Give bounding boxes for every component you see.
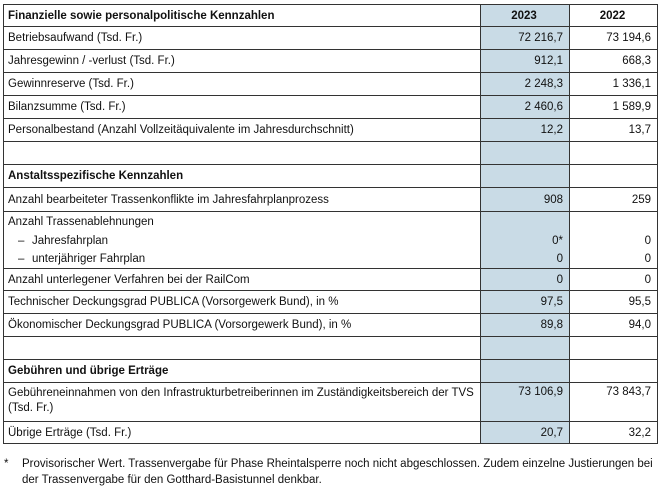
- table-row: [3, 50, 658, 73]
- value-2022: 95,5: [569, 291, 658, 313]
- value-2022: 73 843,7: [569, 383, 658, 421]
- row-label: Jahresgewinn / -verlust (Tsd. Fr.): [3, 50, 480, 72]
- table-row: [3, 212, 658, 232]
- section-title: Anstaltsspezifische Kennzahlen: [3, 165, 480, 187]
- value-2022: 0: [569, 250, 658, 268]
- value-2023: 2 248,3: [480, 73, 569, 95]
- value-2022: 668,3: [569, 50, 658, 72]
- footnote: [4, 456, 658, 488]
- row-label: Bilanzsumme (Tsd. Fr.): [3, 96, 480, 118]
- footnote-mark: *: [4, 458, 9, 470]
- value-2022: 13,7: [569, 119, 658, 141]
- value-2023: 89,8: [480, 314, 569, 336]
- row-label: Anzahl Trassenablehnungen: [3, 212, 480, 232]
- row-label: Betriebsaufwand (Tsd. Fr.): [3, 27, 480, 49]
- dash: –: [18, 235, 25, 247]
- value-2023: 912,1: [480, 50, 569, 72]
- table-title: Finanzielle sowie personalpolitische Kennzahlen: [3, 5, 480, 26]
- row-label: Personalbestand (Anzahl Vollzeitäquivalente im Jahresdurchschnitt): [3, 119, 480, 141]
- section-title-row: [3, 165, 658, 188]
- row-label: unterjähriger Fahrplan: [32, 253, 146, 265]
- value-2022: 73 194,6: [569, 27, 658, 49]
- value-2022: 32,2: [569, 422, 658, 443]
- value-2022: 94,0: [569, 314, 658, 336]
- row-label: Anzahl bearbeiteter Trassenkonflikte im Jahresfahrplanprozess: [3, 188, 480, 211]
- table-row: [3, 73, 658, 96]
- sub-row: [3, 232, 658, 250]
- kennzahlen-table: [3, 4, 658, 444]
- section-title: Gebühren und übrige Erträge: [3, 360, 480, 382]
- table-row: [3, 96, 658, 119]
- value-2022: 259: [569, 188, 658, 211]
- value-2023: 20,7: [480, 422, 569, 443]
- section-title-row: [3, 360, 658, 383]
- table-row: [3, 314, 658, 337]
- value-2022: 1 589,9: [569, 96, 658, 118]
- row-label: Jahresfahrplan: [32, 235, 109, 247]
- dash: –: [18, 253, 25, 265]
- value-2023: 97,5: [480, 291, 569, 313]
- table-row: [3, 383, 658, 422]
- value-2023: 908: [480, 188, 569, 211]
- row-label: Gebühreneinnahmen von den Infrastrukturbetreiberinnen im Zuständigkeitsbereich der TVS (Tsd. Fr.): [3, 383, 480, 421]
- value-2023: 0*: [480, 232, 569, 250]
- row-label: Ökonomischer Deckungsgrad PUBLICA (Vorsorgewerk Bund), in %: [3, 314, 480, 336]
- table-row: [3, 291, 658, 314]
- value-2022: 1 336,1: [569, 73, 658, 95]
- table-row: [3, 27, 658, 50]
- spacer-row: [3, 142, 658, 165]
- value-2023: 2 460,6: [480, 96, 569, 118]
- value-2022: 0: [569, 269, 658, 290]
- col-header-2022: 2022: [569, 5, 658, 26]
- spacer-row: [3, 337, 658, 360]
- row-label: Gewinnreserve (Tsd. Fr.): [3, 73, 480, 95]
- row-label: Anzahl unterlegener Verfahren bei der RailCom: [3, 269, 480, 290]
- footnote-text: Provisorischer Wert. Trassenvergabe für Phase Rheintalsperre noch nicht abgeschlossen. Zudem einzelne Justierungen bei der Trassenvergabe für den Gotthard-Basistunnel denkbar.: [22, 458, 653, 486]
- row-label: Technischer Deckungsgrad PUBLICA (Vorsorgewerk Bund), in %: [3, 291, 480, 313]
- table-row: [3, 119, 658, 142]
- value-2023: 0: [480, 250, 569, 268]
- row-label: Übrige Erträge (Tsd. Fr.): [3, 422, 480, 443]
- table-row: [3, 422, 658, 444]
- table-header-row: [3, 4, 658, 27]
- value-2022: 0: [569, 232, 658, 250]
- value-2023: 73 106,9: [480, 383, 569, 421]
- value-2023: 12,2: [480, 119, 569, 141]
- table-row: [3, 269, 658, 291]
- table-row: [3, 188, 658, 212]
- value-2023: 0: [480, 269, 569, 290]
- sub-row: [3, 250, 658, 269]
- value-2023: 72 216,7: [480, 27, 569, 49]
- col-header-2023: 2023: [480, 5, 569, 26]
